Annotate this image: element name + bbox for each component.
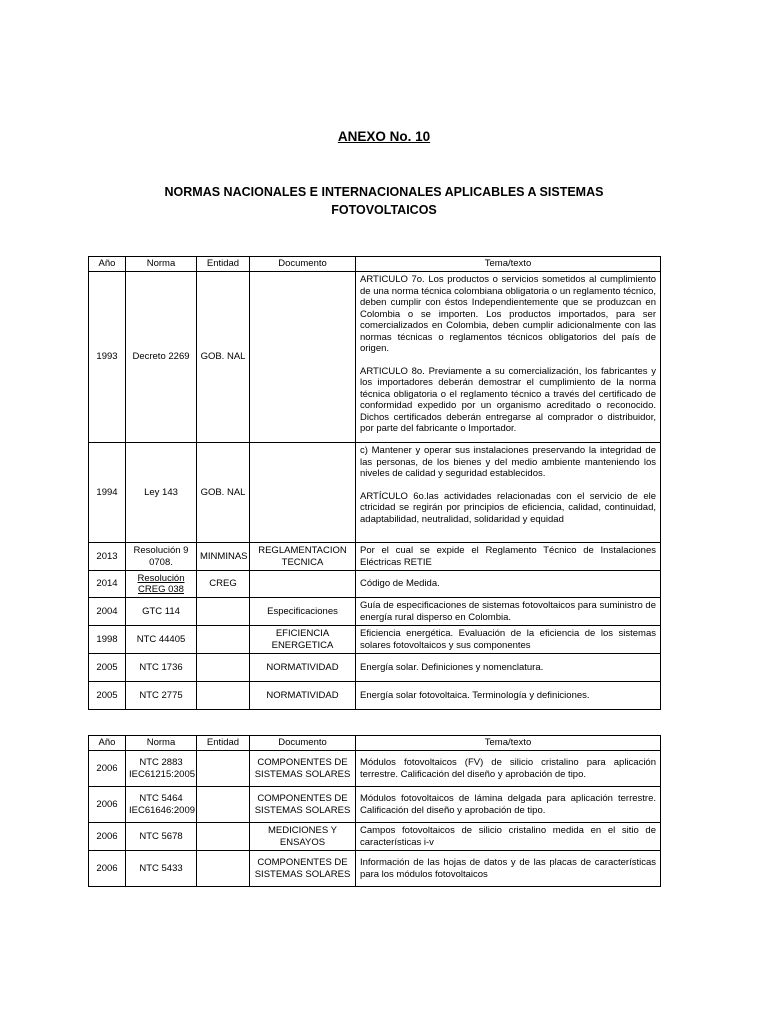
cell-documento <box>250 571 356 598</box>
cell-norma: NTC 5464 IEC61646:2009 <box>126 787 197 823</box>
cell-tema <box>356 443 661 543</box>
header-norma: Norma <box>126 736 197 751</box>
cell-norma: NTC 1736 <box>126 654 197 682</box>
cell-entidad <box>197 654 250 682</box>
header-tema: Tema/texto <box>356 736 661 751</box>
cell-entidad <box>197 751 250 787</box>
table-row <box>89 543 661 571</box>
document-title <box>110 183 658 219</box>
table-row <box>89 626 661 654</box>
annex-title: ANEXO No. 10 <box>337 129 431 144</box>
cell-norma-link[interactable]: Resolución CREG 038 <box>126 571 197 598</box>
tema-paragraph: c) Mantener y operar sus instalaciones preservando la integridad de las personas, de los bienes y del medio ambiente manteniendo los niveles de calidad y seguridad establecidos. <box>360 445 656 479</box>
table-row <box>89 443 661 543</box>
header-norma: Norma <box>126 257 197 272</box>
cell-year: 2013 <box>89 543 126 571</box>
header-documento: Documento <box>250 736 356 751</box>
cell-norma: NTC 44405 <box>126 626 197 654</box>
tema-paragraph: Módulos fotovoltaicos (FV) de silicio cristalino para aplicación terrestre. Calificación del diseño y aprobación de tipo. <box>360 757 656 780</box>
cell-tema <box>356 626 661 654</box>
table-row <box>89 823 661 851</box>
tema-paragraph: Guía de especificaciones de sistemas fotovoltaicos para suministro de energía rural disperso en Colombia. <box>360 600 656 623</box>
cell-norma: NTC 2883 IEC61215:2005 <box>126 751 197 787</box>
tema-paragraph: Módulos fotovoltaicos de lámina delgada para aplicación terrestre. Calificación del diseño y aprobación de tipo. <box>360 793 656 816</box>
norms-table-1 <box>88 256 661 710</box>
cell-tema <box>356 571 661 598</box>
cell-documento: COMPONENTES DE SISTEMAS SOLARES <box>250 787 356 823</box>
cell-year: 2004 <box>89 598 126 626</box>
cell-norma: NTC 2775 <box>126 682 197 710</box>
cell-norma: NTC 5678 <box>126 823 197 851</box>
table-row <box>89 682 661 710</box>
cell-documento <box>250 272 356 443</box>
cell-norma: NTC 5433 <box>126 851 197 887</box>
cell-year: 1993 <box>89 272 126 443</box>
cell-entidad <box>197 598 250 626</box>
cell-norma: GTC 114 <box>126 598 197 626</box>
table-header-row <box>89 736 661 751</box>
document-title-line-1: NORMAS NACIONALES E INTERNACIONALES APLICABLES A SISTEMAS <box>164 185 604 199</box>
cell-norma: Ley 143 <box>126 443 197 543</box>
cell-year: 2005 <box>89 682 126 710</box>
tema-paragraph: ARTICULO 8o. Previamente a su comercialización, los fabricantes y los importadores deberán demostrar el cumplimiento de la norma técnica obligatoria o el reglamento técnico a través del certificado de conformidad expedido por un organismo acreditado o reconocido. Dichos certificados deberán entregarse al comprador o distribuidor, por parte del fabricante o Importador. <box>360 365 656 434</box>
cell-entidad: CREG <box>197 571 250 598</box>
cell-documento: Especificaciones <box>250 598 356 626</box>
tema-paragraph: Energía solar fotovoltaica. Terminología y definiciones. <box>360 689 590 701</box>
norms-table-2 <box>88 735 661 887</box>
cell-year: 2006 <box>89 851 126 887</box>
tema-paragraph: Energía solar. Definiciones y nomenclatura. <box>360 661 544 673</box>
table-row <box>89 851 661 887</box>
cell-documento <box>250 443 356 543</box>
tema-paragraph: Campos fotovoltaicos de silicio cristalino medida en el sitio de características i-v <box>360 825 656 848</box>
cell-documento: COMPONENTES DE SISTEMAS SOLARES <box>250 751 356 787</box>
header-entidad: Entidad <box>197 257 250 272</box>
header-documento: Documento <box>250 257 356 272</box>
table-row <box>89 751 661 787</box>
cell-documento: MEDICIONES Y ENSAYOS <box>250 823 356 851</box>
cell-entidad <box>197 851 250 887</box>
cell-tema <box>356 682 661 710</box>
cell-documento: EFICIENCIA ENERGETICA <box>250 626 356 654</box>
cell-documento: NORMATIVIDAD <box>250 654 356 682</box>
cell-tema <box>356 751 661 787</box>
cell-documento: COMPONENTES DE SISTEMAS SOLARES <box>250 851 356 887</box>
cell-entidad: GOB. NAL <box>197 272 250 443</box>
header-tema: Tema/texto <box>356 257 661 272</box>
cell-tema <box>356 598 661 626</box>
cell-year: 2005 <box>89 654 126 682</box>
cell-year: 2014 <box>89 571 126 598</box>
cell-year: 2006 <box>89 823 126 851</box>
cell-tema <box>356 272 661 443</box>
cell-tema <box>356 851 661 887</box>
table-header-row <box>89 257 661 272</box>
tema-paragraph: ARTÍCULO 6o.las actividades relacionadas con el servicio de ele ctricidad se regirán por principios de eficiencia, calidad, continuidad, adaptabilidad, neutralidad, solidaridad y equidad <box>360 490 656 525</box>
tema-paragraph: Información de las hojas de datos y de las placas de características para los módulos fotovoltaicos <box>360 857 656 880</box>
cell-tema <box>356 787 661 823</box>
table-row <box>89 598 661 626</box>
cell-entidad <box>197 823 250 851</box>
cell-norma: Resolución 9 0708. <box>126 543 197 571</box>
cell-norma: Decreto 2269 <box>126 272 197 443</box>
cell-entidad: MINMINAS <box>197 543 250 571</box>
tema-paragraph: Por el cual se expide el Reglamento Técnico de Instalaciones Eléctricas RETIE <box>360 545 656 568</box>
table-row <box>89 571 661 598</box>
header-year: Año <box>89 736 126 751</box>
tema-paragraph: Código de Medida. <box>360 578 440 590</box>
table-row <box>89 787 661 823</box>
table-row <box>89 272 661 443</box>
table-row <box>89 654 661 682</box>
header-year: Año <box>89 257 126 272</box>
cell-tema <box>356 823 661 851</box>
cell-year: 2006 <box>89 751 126 787</box>
cell-entidad <box>197 626 250 654</box>
cell-entidad: GOB. NAL <box>197 443 250 543</box>
cell-tema <box>356 543 661 571</box>
tema-paragraph: ARTICULO 7o. Los productos o servicios sometidos al cumplimiento de una norma técnica colombiana obligatoria o un reglamento técnico, deben cumplir con éstos Independientemente que se produzcan en Colombia o se importen. Los productos importados, para ser comercializados en Colombia, deben cumplir adicionalmente con las normas técnicas o reglamentos técnicos obligatorios del país de origen. <box>360 274 656 354</box>
tema-paragraph: Eficiencia energética. Evaluación de la eficiencia de los sistemas solares fotovoltaicos y sus componentes <box>360 628 656 651</box>
cell-year: 2006 <box>89 787 126 823</box>
cell-year: 1994 <box>89 443 126 543</box>
header-entidad: Entidad <box>197 736 250 751</box>
cell-entidad <box>197 787 250 823</box>
cell-documento: REGLAMENTACION TECNICA <box>250 543 356 571</box>
cell-tema <box>356 654 661 682</box>
cell-year: 1998 <box>89 626 126 654</box>
cell-documento: NORMATIVIDAD <box>250 682 356 710</box>
document-title-line-2: FOTOVOLTAICOS <box>331 203 437 217</box>
cell-entidad <box>197 682 250 710</box>
